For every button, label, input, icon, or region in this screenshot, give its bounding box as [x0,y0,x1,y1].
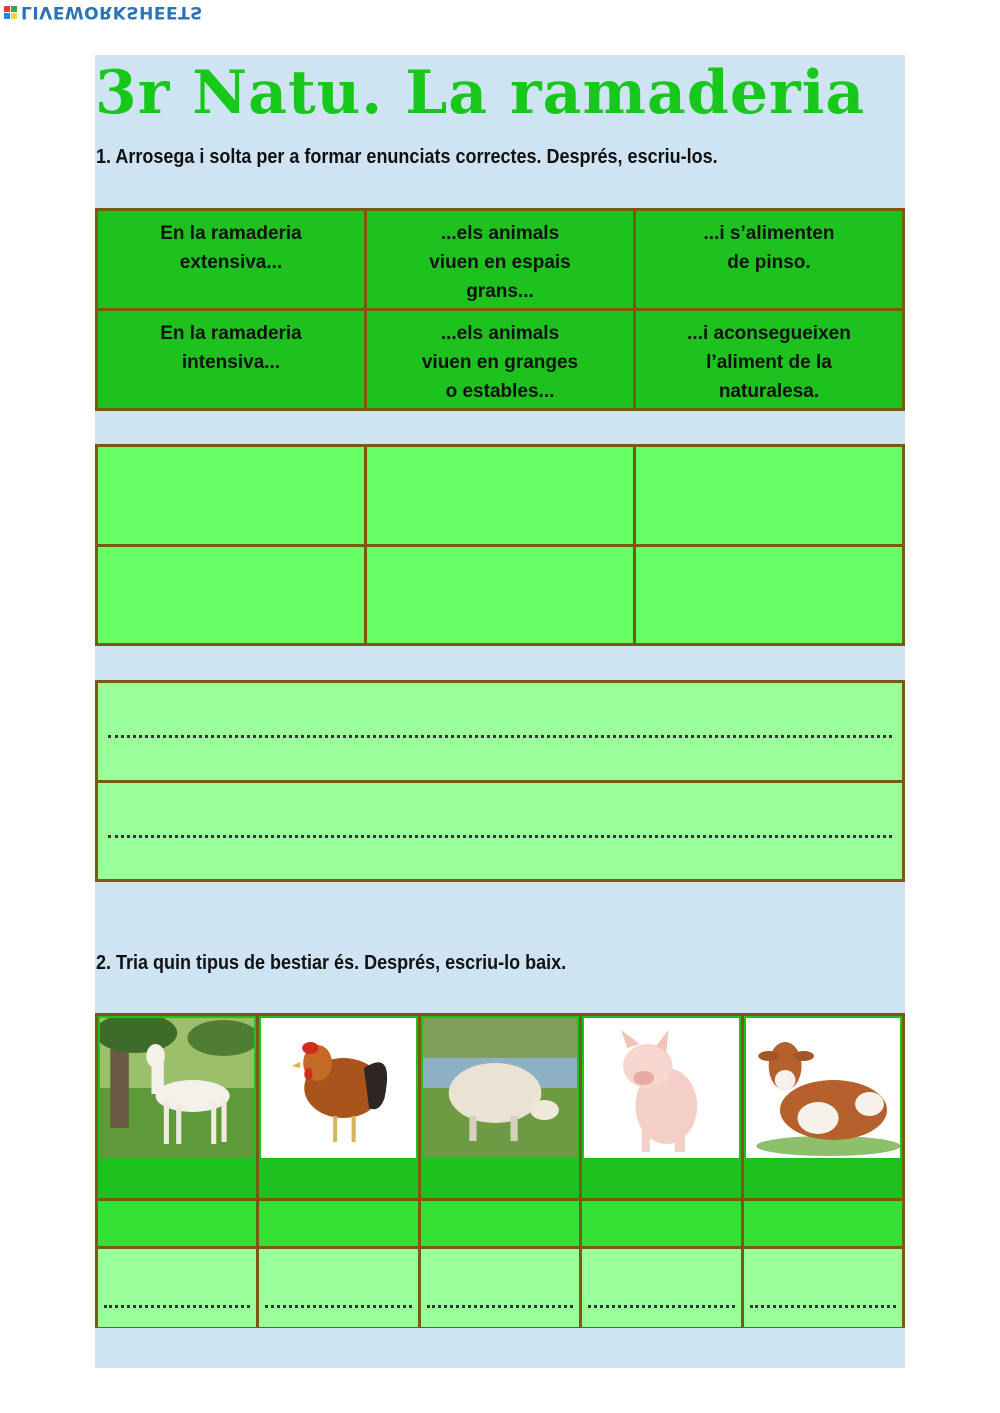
dotted-line [427,1305,573,1308]
animal-answer-drop[interactable] [98,1201,256,1246]
drag-card[interactable]: ...i aconsegueixen l’aliment de la naturalesa. [636,311,902,408]
drag-card[interactable]: En la ramaderia intensiva... [98,311,364,408]
logo-text: LIVEWORKSHEETS [21,2,203,22]
animal-write-input[interactable] [744,1249,902,1327]
animal-answer-drop[interactable] [421,1201,579,1246]
page-title: 3r Natu. La ramaderia [95,58,866,128]
animal-answer-drop[interactable] [259,1201,417,1246]
animal-write-input[interactable] [421,1249,579,1327]
exercise1-instruction: 1. Arrosega i solta per a formar enunciats correctes. Després, escriu-los. [96,146,718,168]
animal-write-input[interactable] [582,1249,740,1327]
drag-card[interactable]: ...els animals viuen en espais grans... [367,211,633,308]
animal-card-pig [582,1016,740,1198]
drop-zone[interactable] [367,547,633,644]
animal-card-goat [98,1016,256,1198]
animal-card-hen [259,1016,417,1198]
animal-write-input[interactable] [98,1249,256,1327]
dotted-line [108,735,892,738]
exercise2-instruction: 2. Tria quin tipus de bestiar és. Després, escriu-lo baix. [96,952,567,974]
animal-answer-drop[interactable] [582,1201,740,1246]
animal-write-input[interactable] [259,1249,417,1327]
drag-card[interactable]: ...els animals viuen en granges o estables... [367,311,633,408]
goat-image [100,1018,254,1158]
drop-zone[interactable] [98,547,364,644]
drop-zone[interactable] [636,547,902,644]
dotted-line [265,1305,411,1308]
dotted-line [104,1305,250,1308]
write-sentences-box [95,680,905,882]
dotted-line [108,835,892,838]
dotted-line [588,1305,734,1308]
dotted-line [750,1305,896,1308]
animals-grid [95,1013,905,1328]
drag-cards-grid [95,208,905,411]
animal-answer-drop[interactable] [744,1201,902,1246]
drop-zone[interactable] [636,447,902,544]
logo-icon [4,6,17,19]
sentence-input-1[interactable] [98,683,902,780]
drop-zone[interactable] [98,447,364,544]
pig-image [584,1018,738,1158]
animal-card-sheep [421,1016,579,1198]
drag-card[interactable]: ...i s’alimenten de pinso. [636,211,902,308]
drag-card[interactable]: En la ramaderia extensiva... [98,211,364,308]
drop-zone[interactable] [367,447,633,544]
sentence-input-2[interactable] [98,783,902,880]
animal-card-cow [744,1016,902,1198]
liveworksheets-logo [4,2,203,22]
drop-zone-grid [95,444,905,646]
cow-image [746,1018,900,1158]
hen-image [261,1018,415,1158]
sheep-image [423,1018,577,1158]
